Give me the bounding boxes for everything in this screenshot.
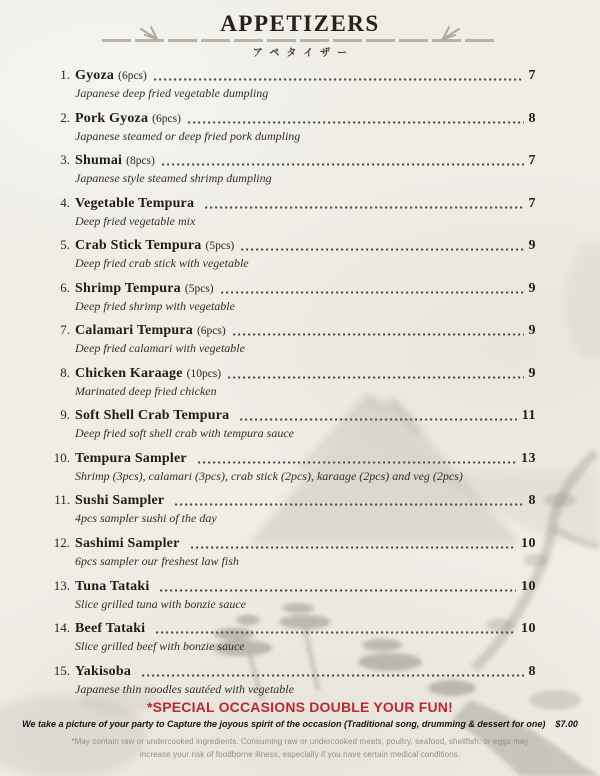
special-occasions-detail — [0, 719, 600, 729]
dotted-leader — [188, 121, 524, 124]
item-price: 13 — [521, 450, 536, 466]
item-pieces: (6pcs) — [118, 70, 147, 82]
item-name: Calamari Tempura — [75, 323, 193, 339]
item-pieces: (5pcs) — [184, 282, 214, 295]
item-description: Japanese steamed or deep fried pork dumpling — [75, 128, 301, 143]
dotted-leader — [156, 631, 516, 634]
menu-item-row — [50, 66, 536, 85]
item-price: 7 — [528, 195, 536, 211]
dotted-leader — [205, 206, 523, 209]
appetizers-list — [50, 66, 536, 704]
menu-item-row — [50, 491, 536, 510]
dotted-leader — [142, 674, 523, 677]
item-price: 9 — [528, 323, 536, 339]
menu-item — [50, 109, 536, 152]
item-number: 11. — [54, 492, 70, 508]
item-name: Vegetable Tempura — [75, 195, 195, 211]
item-description: Deep fried calamari with vegetable — [75, 341, 245, 356]
menu-item-row — [50, 662, 536, 681]
item-number: 3. — [60, 152, 70, 168]
menu-footer — [0, 699, 600, 762]
item-description: Shrimp (3pcs), calamari (3pcs), crab stick (2pcs), karaage (2pcs) and veg (2pcs) — [75, 468, 463, 483]
menu-item-row — [50, 534, 536, 553]
menu-item — [50, 619, 536, 662]
item-description: Deep fried crab stick with vegetable — [75, 256, 249, 271]
item-number: 8. — [60, 364, 70, 380]
item-price: 7 — [528, 68, 536, 83]
dotted-leader — [191, 546, 516, 549]
page-title: APPETIZERS — [220, 11, 380, 36]
menu-item-row — [50, 279, 536, 298]
menu-item-row — [50, 151, 536, 170]
item-pieces: (6pcs) — [152, 112, 181, 125]
item-number: 6. — [60, 279, 70, 295]
item-price: 8 — [528, 493, 536, 509]
bamboo-divider-line — [102, 39, 498, 42]
item-number: 5. — [60, 237, 70, 253]
dotted-leader — [233, 333, 524, 336]
item-number: 1. — [60, 67, 70, 82]
item-name: Shumai — [75, 153, 123, 169]
menu-item — [50, 194, 536, 237]
menu-item — [50, 321, 536, 364]
item-number: 9. — [60, 407, 70, 423]
item-price: 10 — [521, 621, 536, 637]
menu-item-row — [50, 619, 536, 638]
menu-item-row — [50, 406, 536, 425]
menu-item — [50, 534, 536, 577]
dotted-leader — [228, 376, 523, 379]
item-description: Slice grilled tuna with bonzie sauce — [75, 596, 246, 611]
page-subtitle-japanese: アペタイザー — [252, 48, 355, 59]
item-description: Deep fried shrimp with vegetable — [75, 298, 235, 313]
food-safety-disclaimer: *May contain raw or undercooked ingredients. Consuming raw or undercooked meats, poultry, seafood, shellfish, or eggs may increase your risk of foodborne illness, especially if you have certain medical conditions. — [71, 737, 529, 759]
item-price: 8 — [528, 663, 536, 679]
item-number: 12. — [53, 535, 70, 551]
dotted-leader — [162, 163, 524, 166]
item-description: Japanese style steamed shrimp dumpling — [75, 171, 272, 186]
menu-item-row — [50, 577, 536, 596]
menu-item-row — [50, 449, 536, 468]
dotted-leader — [175, 503, 523, 506]
item-description: Japanese thin noodles sautéed with vegetable — [75, 681, 294, 696]
item-price: 9 — [528, 238, 536, 254]
promo-detail-text: We take a picture of your party to Capture the joyous spirit of the occasion (Traditional song, drumming & dessert for one) — [22, 719, 546, 729]
item-number: 10. — [53, 449, 70, 465]
item-description: 6pcs sampler our freshest law fish — [75, 554, 239, 569]
item-name: Chicken Karaage — [75, 365, 183, 381]
item-price: 8 — [528, 110, 536, 126]
dotted-leader — [241, 248, 523, 251]
item-price: 9 — [528, 365, 536, 381]
special-occasions-headline: *SPECIAL OCCASIONS DOUBLE YOUR FUN! — [147, 699, 453, 715]
item-name: Sashimi Sampler — [75, 536, 180, 552]
item-number: 15. — [53, 662, 70, 678]
item-number: 13. — [53, 577, 70, 593]
menu-item-row — [50, 194, 536, 213]
item-name: Beef Tataki — [75, 621, 146, 637]
menu-item — [50, 577, 536, 620]
promo-price: $7.00 — [555, 719, 578, 729]
menu-item-row — [50, 109, 536, 128]
item-description: 4pcs sampler sushi of the day — [75, 511, 217, 526]
menu-item-row — [50, 364, 536, 383]
item-pieces: (6pcs) — [196, 325, 226, 338]
item-pieces: (5pcs) — [205, 240, 235, 253]
dotted-leader — [221, 291, 524, 294]
item-name: Tempura Sampler — [75, 450, 187, 466]
item-name: Sushi Sampler — [75, 493, 165, 509]
menu-item — [50, 662, 536, 705]
item-name: Tuna Tataki — [75, 578, 150, 594]
menu-item — [50, 449, 536, 492]
dotted-leader — [154, 78, 524, 81]
menu-item — [50, 151, 536, 194]
item-description: Deep fried vegetable mix — [75, 213, 196, 228]
menu-item — [50, 236, 536, 279]
item-name: Gyoza — [75, 68, 115, 83]
dotted-leader — [240, 418, 516, 421]
item-name: Soft Shell Crab Tempura — [75, 408, 230, 424]
dotted-leader — [160, 589, 516, 592]
item-name: Shrimp Tempura — [75, 280, 181, 296]
item-price: 7 — [528, 153, 536, 169]
bamboo-sprig-right-icon — [440, 25, 464, 40]
bamboo-sprig-left-icon — [136, 25, 160, 40]
item-number: 2. — [60, 109, 70, 125]
item-pieces: (10pcs) — [186, 367, 222, 380]
item-pieces: (8pcs) — [126, 155, 155, 168]
item-name: Pork Gyoza — [75, 110, 149, 126]
item-number: 14. — [53, 620, 70, 636]
item-price: 11 — [521, 408, 536, 424]
item-name: Crab Stick Tempura — [75, 238, 202, 254]
menu-item-row — [50, 321, 536, 340]
menu-item-row — [50, 236, 536, 255]
item-price: 10 — [521, 536, 536, 552]
menu-header — [0, 0, 600, 62]
item-description: Deep fried soft shell crab with tempura sauce — [75, 426, 294, 441]
item-number: 4. — [60, 194, 70, 210]
menu-item — [50, 364, 536, 407]
menu-item — [50, 279, 536, 322]
item-price: 9 — [528, 280, 536, 296]
item-price: 10 — [521, 578, 536, 594]
menu-item — [50, 66, 536, 109]
menu-item — [50, 491, 536, 534]
item-description: Japanese deep fried vegetable dumpling — [75, 86, 269, 100]
dotted-leader — [198, 461, 516, 464]
item-number: 7. — [60, 322, 70, 338]
item-name: Yakisoba — [75, 663, 132, 679]
menu-item — [50, 406, 536, 449]
item-description: Marinated deep fried chicken — [75, 383, 217, 398]
item-description: Slice grilled beef with bonzie sauce — [75, 639, 245, 654]
